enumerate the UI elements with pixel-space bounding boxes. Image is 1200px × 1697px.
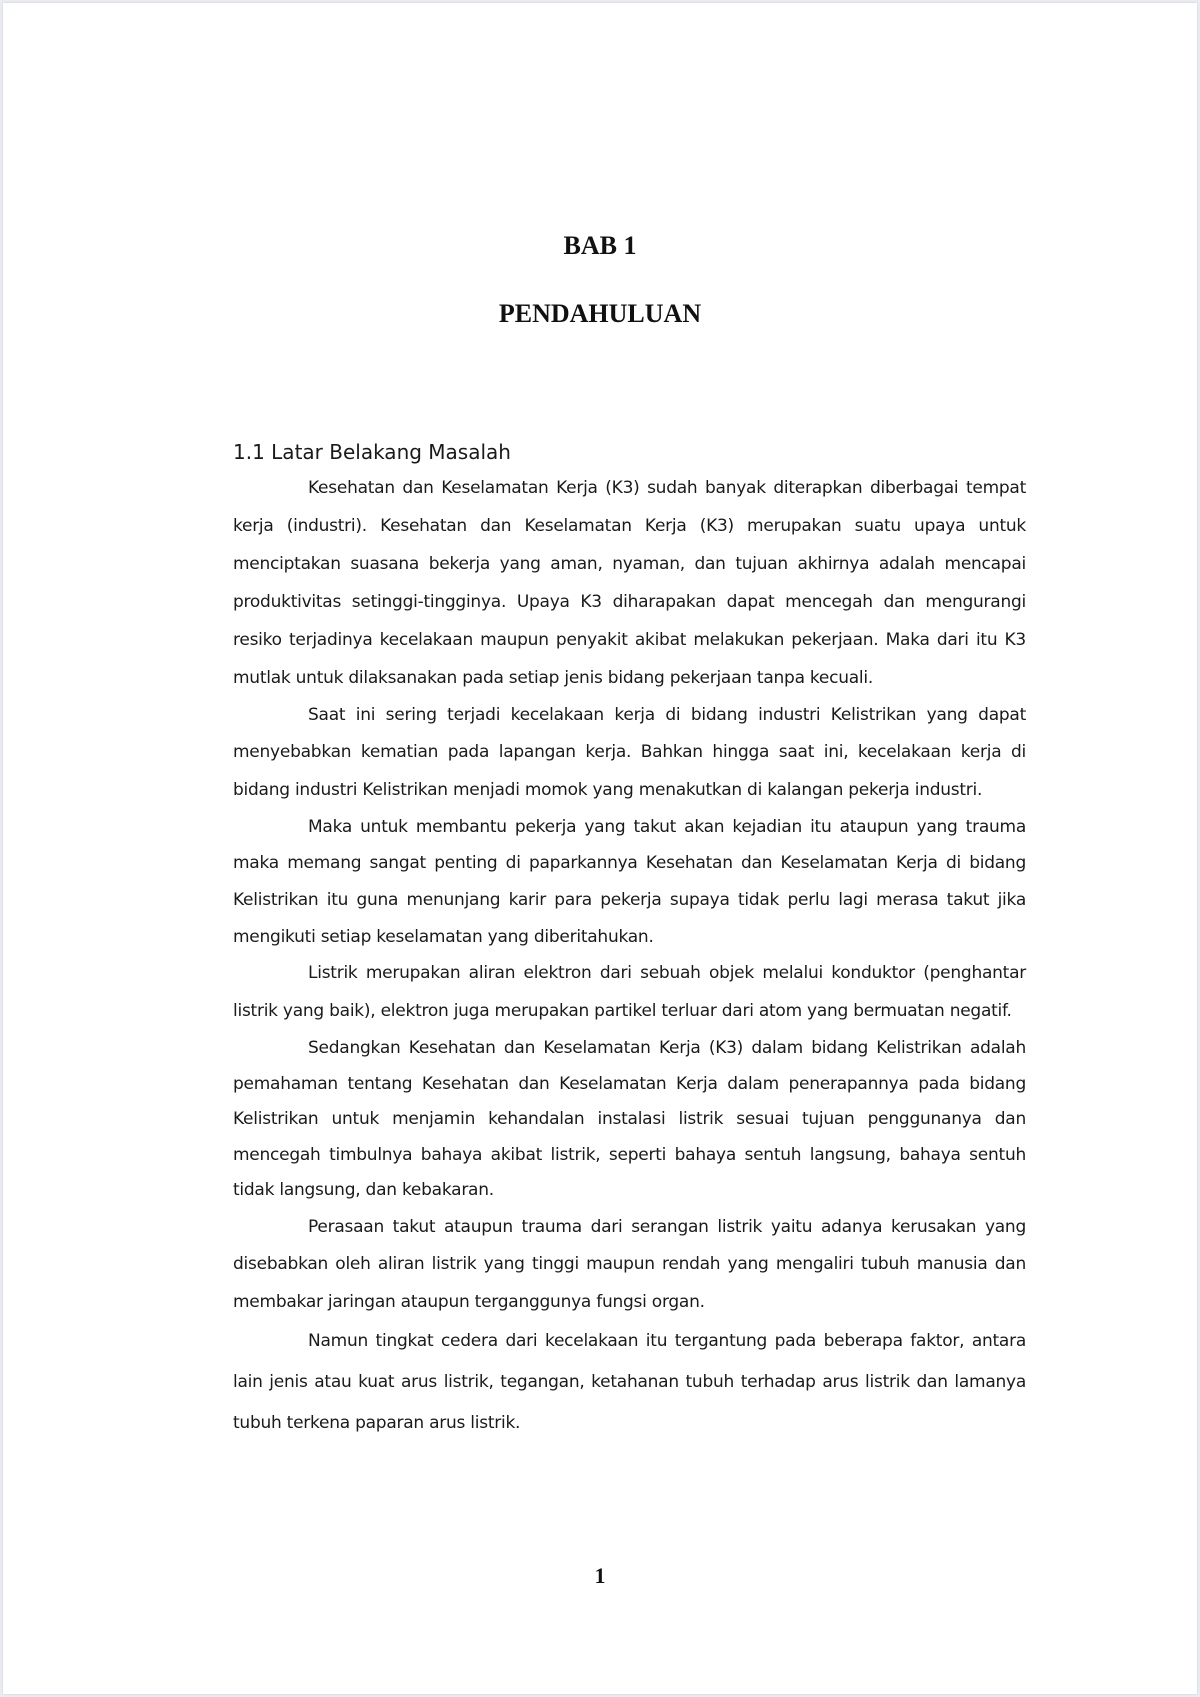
- paragraph-3: Maka untuk membantu pekerja yang takut akan kejadian itu ataupun yang trauma maka memang sangat penting di paparkannya Kesehatan dan Keselamatan Kerja di bidang Kelistrikan itu guna menunjang karir para pekerja supaya tidak perlu lagi merasa takut jika mengikuti setiap keselamatan yang diberitahukan.: [233, 816, 1026, 947]
- paragraph-6: Perasaan takut ataupun trauma dari serangan listrik yaitu adanya kerusakan yang disebabkan oleh aliran listrik yang tinggi maupun rendah yang mengaliri tubuh manusia dan membakar jaringan ataupun terganggunya fungsi organ.: [233, 1216, 1026, 1312]
- document-body: [233, 435, 1026, 1444]
- paragraph-5: Sedangkan Kesehatan dan Keselamatan Kerja (K3) dalam bidang Kelistrikan adalah pemahaman tentang Kesehatan dan Keselamatan Kerja dalam penerapannya pada bidang Kelistrikan untuk menjamin kehandalan instalasi listrik sesuai tujuan penggunanya dan mencegah timbulnya bahaya akibat listrik, seperti bahaya sentuh langsung, bahaya sentuh tidak langsung, dan kebakaran.: [233, 1038, 1026, 1201]
- document-page: [3, 3, 1197, 1694]
- section-heading: 1.1 Latar Belakang Masalah: [233, 440, 511, 464]
- paragraph-4: Listrik merupakan aliran elektron dari sebuah objek melalui konduktor (penghantar listrik yang baik), elektron juga merupakan partikel terluar dari atom yang bermuatan negatif.: [233, 963, 1026, 1022]
- paragraph-1: Kesehatan dan Keselamatan Kerja (K3) sudah banyak diterapkan diberbagai tempat kerja (industri). Kesehatan dan Keselamatan Kerja (K3) merupakan suatu upaya untuk menciptakan suasana bekerja yang aman, nyaman, dan tujuan akhirnya adalah mencapai produktivitas setinggi-tingginya. Upaya K3 diharapakan dapat mencegah dan mengurangi resiko terjadinya kecelakaan maupun penyakit akibat melakukan pekerjaan. Maka dari itu K3 mutlak untuk dilaksanakan pada setiap jenis bidang pekerjaan tanpa kecuali.: [233, 478, 1026, 688]
- page-number: 1: [594, 1563, 606, 1588]
- paragraph-2: Saat ini sering terjadi kecelakaan kerja di bidang industri Kelistrikan yang dapat menyebabkan kematian pada lapangan kerja. Bahkan hingga saat ini, kecelakaan kerja di bidang industri Kelistrikan menjadi momok yang menakutkan di kalangan pekerja industri.: [233, 705, 1026, 800]
- chapter-title: PENDAHULUAN: [498, 299, 702, 328]
- chapter-label: BAB 1: [563, 231, 637, 260]
- paragraph-7: Namun tingkat cedera dari kecelakaan itu tergantung pada beberapa faktor, antara lain jenis atau kuat arus listrik, tegangan, ketahanan tubuh terhadap arus listrik dan lamanya tubuh terkena paparan arus listrik.: [233, 1331, 1026, 1434]
